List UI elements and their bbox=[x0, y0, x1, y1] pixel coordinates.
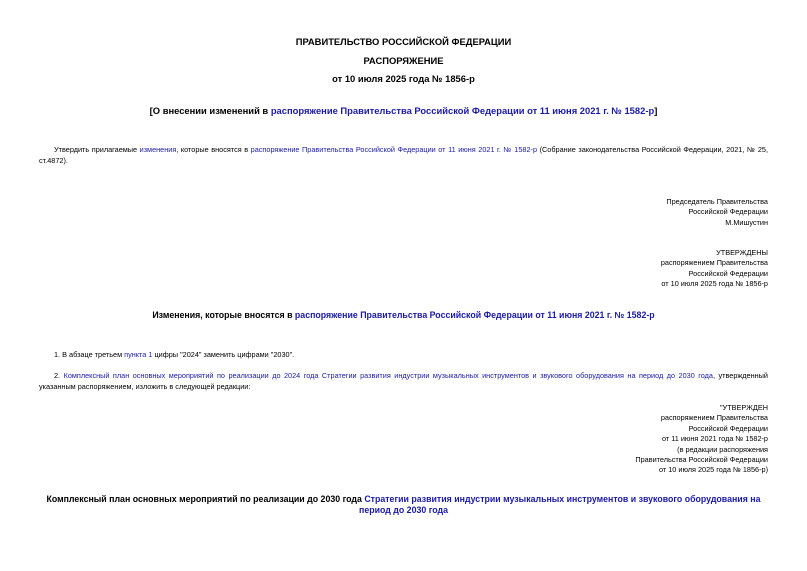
plan-approval-line-2: распоряжением Правительства bbox=[660, 413, 768, 423]
changes-heading-link[interactable]: распоряжение Правительства Российской Федерации от 11 июня 2021 г. № 1582-р bbox=[294, 310, 655, 320]
plan-approval-line-4: от 11 июня 2021 года № 1582-р bbox=[661, 434, 768, 444]
change-item-2 bbox=[39, 371, 768, 392]
title-prefix: [О внесении изменений в bbox=[149, 105, 271, 116]
signature-position: Председатель Правительства bbox=[666, 197, 768, 206]
intro-text-3: (Собрание законодательства Российской Федерации, 2021, № 25, ст.4872). bbox=[39, 145, 768, 165]
plan-approval-line-7: от 10 июля 2025 года № 1856-р) bbox=[658, 465, 768, 475]
plan-link[interactable]: Комплексный план основных мероприятий по реализации до 2024 года Стратегии развития индустрии музыкальных инструментов и звукового оборудования на период до 2030 года bbox=[63, 371, 713, 380]
intro-text-2: , которые вносятся в bbox=[176, 145, 251, 154]
item2-text-1: 2. bbox=[54, 371, 64, 380]
changes-heading bbox=[0, 310, 807, 320]
strategy-link[interactable]: Стратегии развития индустрии музыкальных инструментов и звукового оборудования на период до 2030 года bbox=[359, 494, 761, 515]
signature-name: М.Мишустин bbox=[725, 217, 768, 227]
document-type: РАСПОРЯЖЕНИЕ bbox=[363, 55, 444, 66]
intro-paragraph bbox=[39, 145, 768, 166]
approval-line-1: УТВЕРЖДЕНЫ bbox=[716, 248, 768, 257]
item1-text-1: 1. В абзаце третьем bbox=[54, 350, 125, 359]
title-suffix: ] bbox=[654, 105, 658, 116]
document-date-number: от 10 июля 2025 года № 1856-р bbox=[332, 73, 475, 84]
signature-position-2: Российской Федерации bbox=[688, 207, 768, 217]
government-heading: ПРАВИТЕЛЬСТВО РОССИЙСКОЙ ФЕДЕРАЦИИ bbox=[295, 36, 512, 47]
plan-approval-line-3: Российской Федерации bbox=[688, 423, 768, 433]
signature-block bbox=[666, 197, 768, 228]
document-title bbox=[0, 105, 807, 116]
item2-text-2: , утвержденный указанным распоряжением, изложить в следующей редакции: bbox=[39, 371, 768, 391]
approval-line-2: распоряжением Правительства bbox=[660, 258, 768, 268]
clause-1-link[interactable]: пункта 1 bbox=[124, 350, 153, 359]
intro-text-1: Утвердить прилагаемые bbox=[54, 145, 140, 154]
approval-line-3: Российской Федерации bbox=[688, 268, 768, 278]
changes-heading-prefix: Изменения, которые вносятся в bbox=[152, 310, 295, 320]
plan-approval-line-1: "УТВЕРЖДЕН bbox=[719, 403, 768, 412]
changes-link[interactable]: изменения bbox=[139, 145, 177, 154]
plan-approval-line-6: Правительства Российской Федерации bbox=[635, 455, 768, 465]
item1-text-2: цифры "2024" заменить цифрами "2030". bbox=[152, 350, 295, 359]
decree-link[interactable]: распоряжение Правительства Российской Федерации от 11 июня 2021 г. № 1582-р bbox=[250, 145, 538, 154]
approval-line-4: от 10 июля 2025 года № 1856-р bbox=[661, 279, 768, 289]
approval-stamp bbox=[661, 248, 768, 290]
plan-approval-stamp bbox=[635, 403, 768, 476]
title-link[interactable]: распоряжение Правительства Российской Федерации от 11 июня 2021 г. № 1582-р bbox=[270, 105, 655, 116]
plan-heading-prefix: Комплексный план основных мероприятий по реализации до 2030 года bbox=[46, 494, 365, 504]
change-item-1 bbox=[39, 350, 768, 361]
plan-approval-line-5: (в редакции распоряжения bbox=[677, 444, 768, 454]
plan-heading bbox=[40, 494, 767, 516]
